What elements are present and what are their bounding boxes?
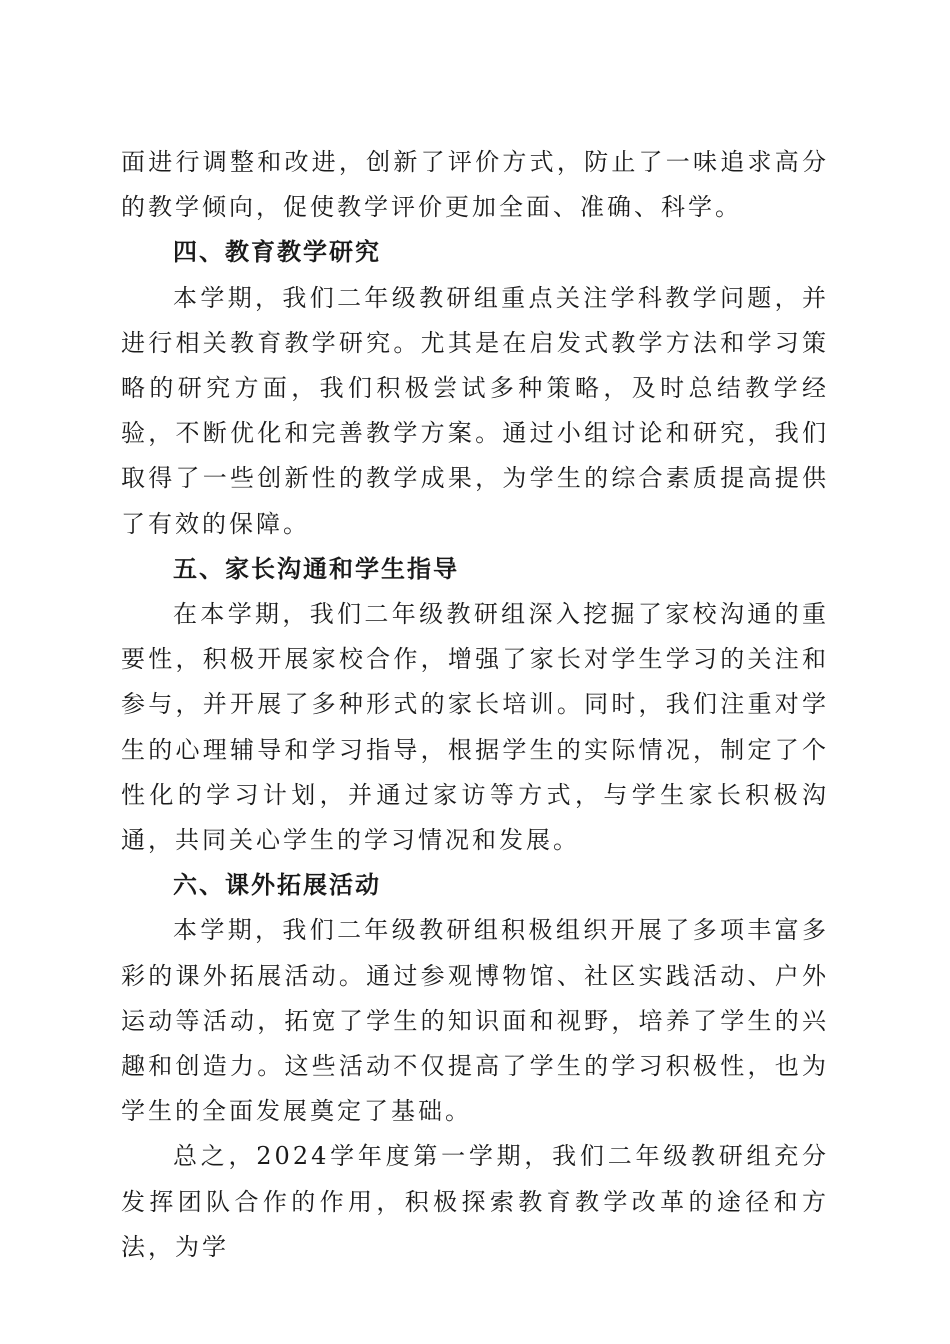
paragraph-research: 本学期，我们二年级教研组重点关注学科教学问题，并进行相关教育教学研究。尤其是在启发式教学方法和学习策略的研究方面，我们积极尝试多种策略，及时总结教学经验，不断优化和完善教学方案。通过小组讨论和研究，我们取得了一些创新性的教学成果，为学生的综合素质提高提供了有效的保障。 [121, 283, 829, 538]
document-body [121, 140, 829, 1270]
paragraph-evaluation-continued: 面进行调整和改进，创新了评价方式，防止了一味追求高分的教学倾向，促使教学评价更加全面、准确、科学。 [121, 148, 829, 222]
paragraph-extracurricular: 本学期，我们二年级教研组积极组织开展了多项丰富多彩的课外拓展活动。通过参观博物馆、社区实践活动、户外运动等活动，拓宽了学生的知识面和视野，培养了学生的兴趣和创造力。这些活动不仅提高了学生的学习积极性，也为学生的全面发展奠定了基础。 [121, 916, 829, 1126]
section-heading-research: 四、教育教学研究 [173, 238, 381, 267]
section-heading-extracurricular: 六、课外拓展活动 [173, 871, 381, 900]
paragraph-parent-communication: 在本学期，我们二年级教研组深入挖掘了家校沟通的重要性，积极开展家校合作，增强了家长对学生学习的关注和参与，并开展了多种形式的家长培训。同时，我们注重对学生的心理辅导和学习指导，根据学生的实际情况，制定了个性化的学习计划，并通过家访等方式，与学生家长积极沟通，共同关心学生的学习情况和发展。 [121, 600, 829, 855]
section-heading-parent-communication: 五、家长沟通和学生指导 [173, 554, 459, 583]
paragraph-summary: 总之，2024学年度第一学期，我们二年级教研组充分发挥团队合作的作用，积极探索教育教学改革的途径和方法，为学 [121, 1142, 829, 1261]
